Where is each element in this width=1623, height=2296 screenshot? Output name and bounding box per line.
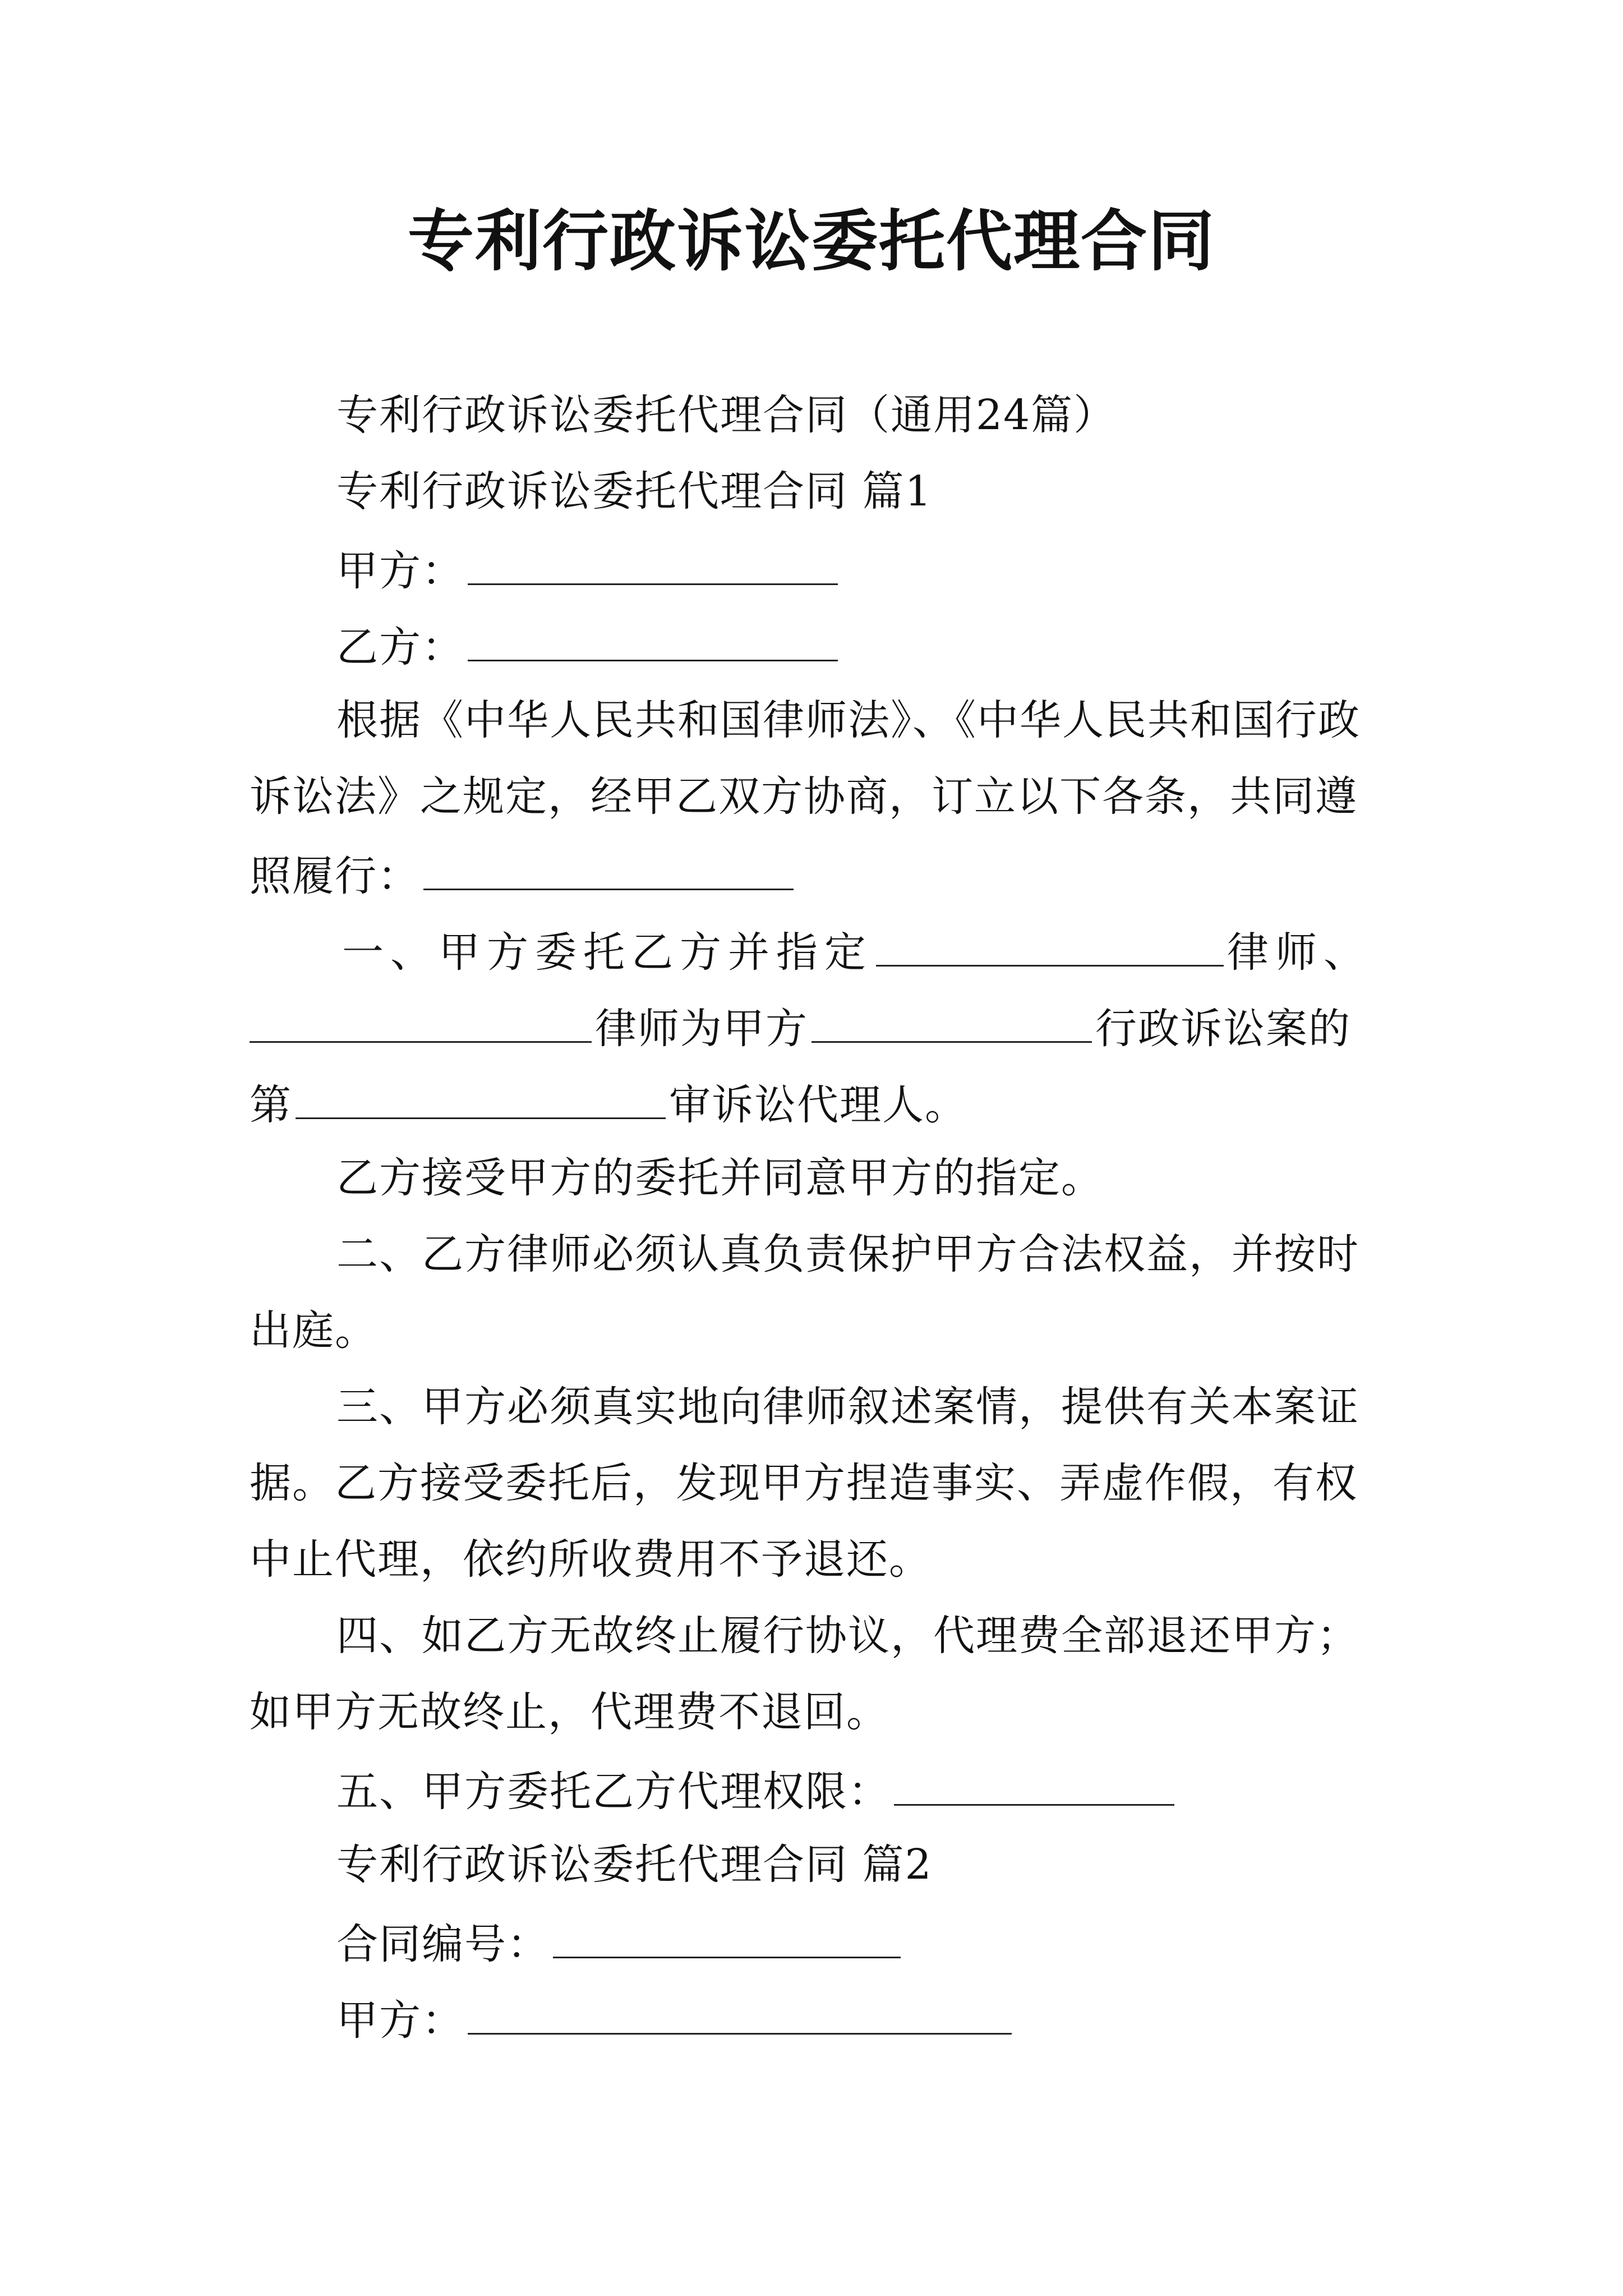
party-b-line [336,616,841,675]
section-2-party-a-blank [468,1989,1012,2035]
acceptance-line: 乙方接受甲方的委托并同意甲方的指定。 [336,1154,1104,1202]
clause-1-text-e: 第 [250,1081,292,1129]
clause-4-line-1: 四、如乙方无故终止履行协议，代理费全部退还甲方； [336,1612,1359,1660]
clause-1-line-2 [250,997,1351,1057]
document-subtitle: 专利行政诉讼委托代理合同（通用24篇） [336,391,1117,439]
clause-1-text-d: 行政诉讼案的 [1095,1005,1351,1053]
clause-1-text-a: 一、甲方委托乙方并指定 [342,928,873,977]
intro-line-3-text: 照履行： [250,852,420,900]
clause-5-text: 五、甲方委托乙方代理权限： [336,1768,891,1816]
section-2-heading: 专利行政诉讼委托代理合同 篇2 [336,1841,933,1889]
party-a-label: 甲方： [336,547,464,595]
lawyer-2-blank [250,997,592,1043]
clause-3-line-3: 中止代理，依约所收费用不予退还。 [250,1535,932,1584]
intro-line-2: 诉讼法》之规定，经甲乙双方协商，订立以下各条，共同遵 [250,772,1358,821]
contract-number-blank [553,1913,901,1958]
party-b-blank [468,616,838,661]
clause-3-line-2: 据。乙方接受委托后，发现甲方捏造事实、弄虚作假，有权 [250,1459,1358,1507]
clause-2-line-1: 二、乙方律师必须认真负责保护甲方合法权益，并按时 [336,1230,1359,1278]
party-a-blank [468,540,838,585]
section-1-heading: 专利行政诉讼委托代理合同 篇1 [336,467,933,516]
case-name-blank [811,997,1092,1043]
performance-blank [423,845,794,890]
clause-1-text-c: 律师为甲方 [595,1005,808,1053]
clause-4-line-2: 如甲方无故终止，代理费不退回。 [250,1688,889,1736]
clause-3-line-1: 三、甲方必须真实地向律师叙述案情，提供有关本案证 [336,1383,1359,1431]
contract-number-line [336,1913,904,1972]
party-b-label: 乙方： [336,623,464,671]
clause-2-line-2: 出庭。 [250,1306,377,1355]
contract-number-label: 合同编号： [336,1920,550,1968]
party-a-line [336,540,841,599]
intro-line-1: 根据《中华人民共和国律师法》、《中华人民共和国行政 [336,696,1361,744]
authority-blank [894,1760,1174,1806]
clause-1-text-b: 律师、 [1227,928,1372,977]
clause-1-line-3 [250,1074,967,1133]
section-2-party-a-line [336,1989,1015,2049]
clause-5-line [336,1760,1178,1820]
lawyer-1-blank [876,921,1224,967]
clause-1-text-f: 审诉讼代理人。 [669,1081,967,1129]
section-2-party-a-label: 甲方： [336,1996,464,2045]
document-title: 专利行政诉讼委托代理合同 [407,202,1215,280]
clause-1-line-1 [342,921,1372,981]
intro-line-3 [250,845,797,904]
instance-blank [296,1074,666,1119]
